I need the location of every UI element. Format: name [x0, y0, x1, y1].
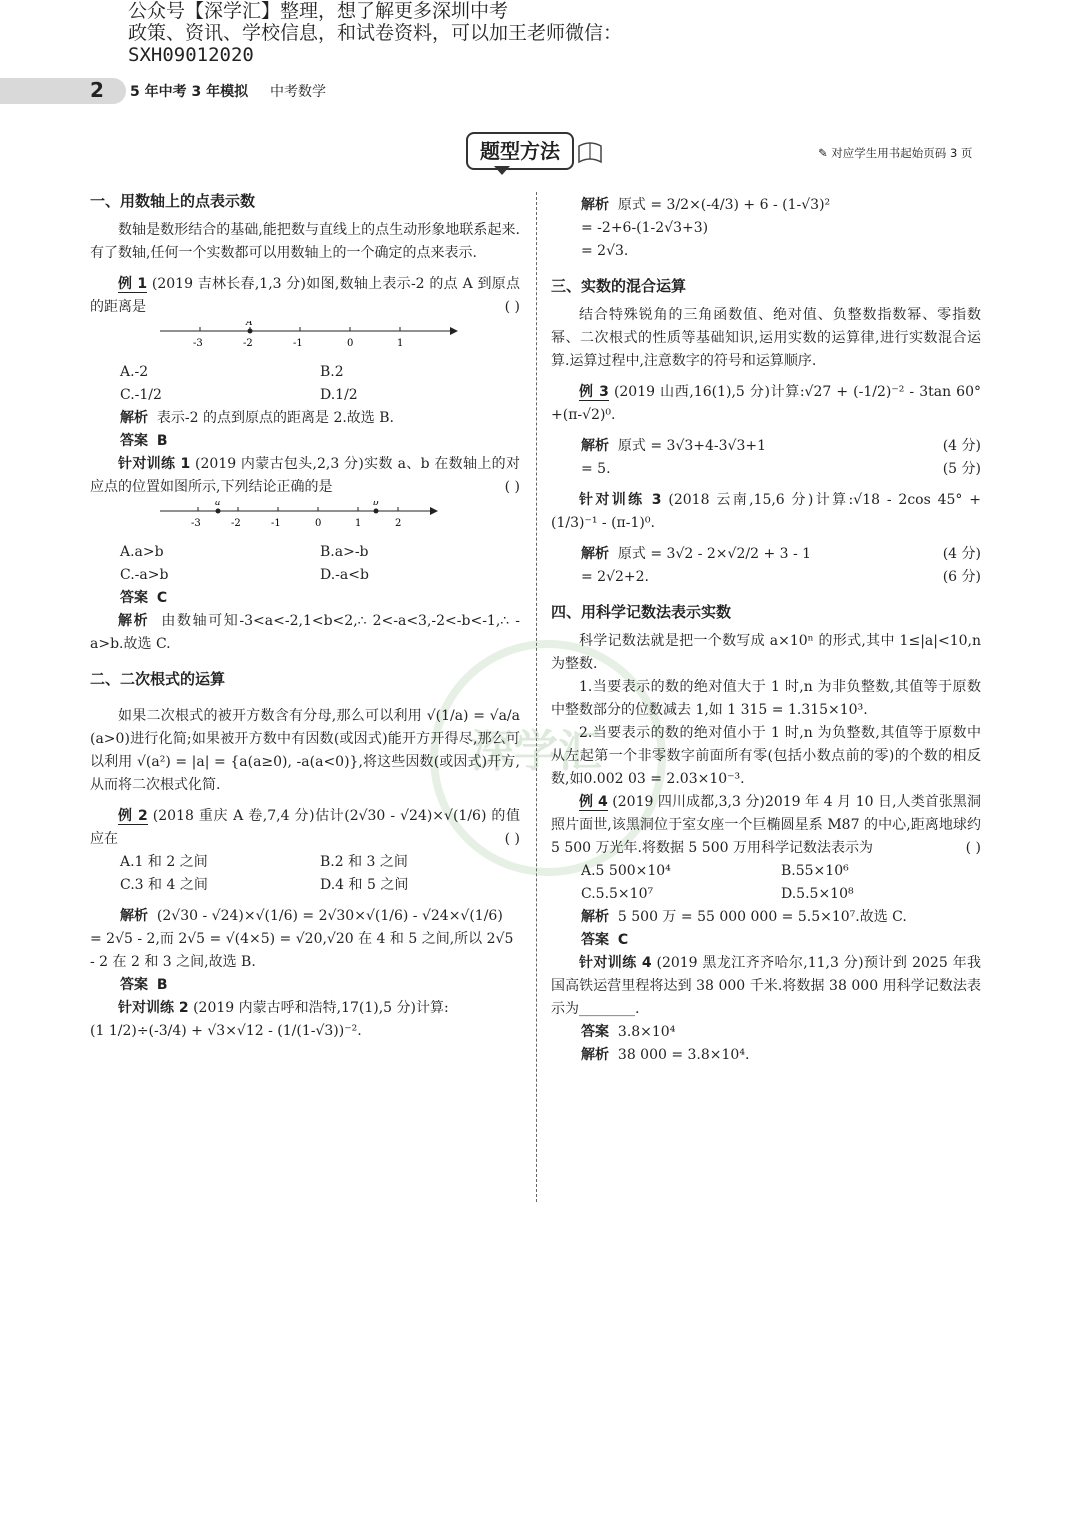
section-3-intro: 结合特殊锐角的三角函数值、绝对值、负整数指数幂、零指数幂、二次根式的性质等基础知识,运用实数的运算律,进行实数混合运算.运算过程中,注意数字的符号和运算顺序.	[551, 307, 981, 369]
edit-icon: ✎	[818, 146, 828, 160]
left-column	[90, 186, 520, 1043]
training-4-analysis: 解析 38 000 = 3.8×10⁴.	[581, 1047, 750, 1063]
training-4-answer: 答案 3.8×10⁴	[581, 1024, 676, 1040]
example-1-options-2	[90, 384, 520, 407]
example-4-answer: 答案 C	[581, 932, 629, 948]
training-2: 针对训练 2 (2019 内蒙古呼和浩特,17(1),5 分)计算:	[118, 1000, 449, 1016]
tick-label: 0	[315, 518, 322, 529]
section-heading-1: 一、用数轴上的点表示数	[90, 192, 256, 210]
promo-text	[128, 0, 622, 66]
option-c: C.-1/2	[120, 387, 162, 403]
point-a-marker	[248, 329, 253, 334]
training-4: 针对训练 4 (2019 黑龙江齐齐哈尔,11,3 分)预计到 2025 年我国高铁运营里程将达到 38 000 千米.将数据 38 000 用科学记数法表示为________.	[551, 955, 981, 1017]
example-2-options: A.1 和 2 之间 B.2 和 3 之间	[120, 854, 408, 870]
page-number-tab	[0, 78, 126, 104]
example-2-analysis: 解析 (2√30 - √24)×√(1/6) = 2√30×√(1/6) - √24×√(1/6)	[120, 908, 503, 924]
page-number: 2	[90, 78, 104, 102]
tick-label: -1	[293, 338, 303, 349]
section-heading-2: 二、二次根式的运算	[90, 670, 226, 688]
training-1: 针对训练 1 (2019 内蒙古包头,2,3 分)实数 a、b 在数轴上的对应点的位置如图所示,下列结论正确的是 ( )	[90, 456, 520, 495]
training-2-analysis-2: = -2+6-(1-2√3+3)	[581, 220, 709, 236]
training-1-options-2: C.-a>b D.-a<b	[120, 567, 369, 583]
section-4-rule-2: 2.当要表示的数的绝对值小于 1 时,n 为负整数,其值等于原数中从左起第一个非零数字前面所有零(包括小数点前的零)的个数的相反数,如0.002 03 = 2.03×10⁻³.	[551, 725, 981, 787]
option-b: B.2	[320, 364, 344, 380]
training-1-answer: 答案 C	[120, 590, 168, 606]
example-1-options	[90, 361, 520, 384]
tick-label: -3	[193, 338, 203, 349]
example-2-options-2: C.3 和 4 之间 D.4 和 5 之间	[120, 877, 409, 893]
section-1-intro: 数轴是数形结合的基础,能把数与直线上的点生动形象地联系起来.有了数轴,任何一个实数都可以用数轴上的一个确定的点来表示.	[90, 222, 520, 261]
book-title: 5 年中考 3 年模拟	[130, 84, 249, 100]
training-1-label: 针对训练 1	[118, 456, 191, 472]
number-line-2	[160, 501, 460, 531]
example-1-answer: 答案 B	[120, 433, 168, 449]
tick-label: 0	[347, 338, 354, 349]
training-2-analysis: 解析 原式 = 3/2×(-4/3) + 6 - (1-√3)²	[581, 197, 831, 213]
tick-label: -2	[243, 338, 253, 349]
point-b-label: b	[373, 501, 379, 508]
example-2-answer: 答案 B	[120, 977, 168, 993]
example-1-label: 例 1	[118, 276, 148, 292]
section-title: 题型方法	[466, 132, 574, 170]
training-3-analysis: 解析 原式 = 3√2 - 2×√2/2 + 3 - 1 (4 分)	[581, 546, 981, 562]
example-4-analysis: 解析 5 500 万 = 55 000 000 = 5.5×10⁷.故选 C.	[581, 909, 907, 925]
training-3-analysis-2: = 2√2+2. (6 分)	[581, 569, 981, 585]
tick-label: -1	[271, 518, 281, 529]
training-1-analysis: 解析 由数轴可知-3<a<-2,1<b<2,∴ 2<-a<3,-2<-b<-1,∴ -a>b.故选 C.	[90, 613, 520, 652]
section-heading-4: 四、用科学记数法表示实数	[551, 603, 732, 621]
watermark-text: 深学汇	[470, 726, 602, 777]
answer-blank: ( )	[504, 299, 520, 315]
option-a: A.-2	[120, 364, 149, 380]
right-column	[551, 186, 981, 1067]
training-1-options: A.a>b B.a>-b	[120, 544, 369, 560]
example-1-text: (2019 吉林长春,1,3 分)如图,数轴上表示-2 的点 A 到原点的距离是	[90, 276, 520, 315]
tick-label: 1	[355, 518, 362, 529]
example-3-analysis-2: = 5. (5 分)	[581, 461, 981, 477]
example-4-options: A.5 500×10⁴ B.55×10⁶	[581, 863, 849, 879]
example-3: 例 3 (2019 山西,16(1),5 分)计算:√27 + (-1/2)⁻² - 3tan 60°+(π-√2)⁰.	[551, 384, 981, 423]
subject-label: 中考数学	[270, 84, 326, 100]
section-4-rule-1: 1.当要表示的数的绝对值大于 1 时,n 为非负整数,其值等于原数中整数部分的位数减去 1,如 1 315 = 1.315×10³.	[551, 679, 981, 718]
column-divider	[536, 192, 537, 1202]
tick-label: -3	[191, 518, 201, 529]
training-2-expression: (1 1/2)÷(-3/4) + √3×√12 - (1/(1-√3))⁻².	[90, 1023, 362, 1039]
section-4-intro: 科学记数法就是把一个数写成 a×10ⁿ 的形式,其中 1≤|a|<10,n 为整数.	[551, 633, 981, 672]
example-1-analysis: 解析 表示-2 的点到原点的距离是 2.故选 B.	[120, 410, 394, 426]
tick-label: 1	[397, 338, 404, 349]
point-a-label: a	[215, 501, 221, 508]
number-line-1-ticks	[200, 327, 400, 331]
promo-line-2: 政策、资讯、学校信息，和试卷资料，可以加王老师微信：	[128, 22, 623, 44]
number-line-1	[160, 321, 460, 351]
example-2-analysis-cont: = 2√5 - 2,而 2√5 = √(4×5) = √20,√20 在 4 和 5 之间,所以 2√5 - 2 在 2 和 3 之间,故选 B.	[90, 931, 514, 970]
point-b-marker	[374, 509, 379, 514]
example-4: 例 4 (2019 四川成都,3,3 分)2019 年 4 月 10 日,人类首张黑洞照片面世,该黑洞位于室女座一个巨椭圆星系 M87 的中心,距离地球约 5 500 万光年.将数据 5 500 万用科学记数法表示为 ( )	[551, 794, 981, 856]
point-a-label: A	[246, 321, 253, 328]
promo-line-3: SXH09012020	[128, 44, 254, 66]
example-2: 例 2 (2018 重庆 A 卷,7,4 分)估计(2√30 - √24)×√(1/6) 的值应在 ( )	[90, 808, 521, 847]
tick-label: -2	[231, 518, 241, 529]
tick-label: 2	[395, 518, 402, 529]
page-header	[0, 78, 1080, 106]
title-callout-tail	[494, 166, 510, 175]
point-a-marker	[216, 509, 221, 514]
reference-note: ✎ 对应学生用书起始页码 3 页	[818, 146, 973, 160]
option-d: D.1/2	[320, 387, 358, 403]
section-2-intro: 如果二次根式的被开方数含有分母,那么可以利用 √(1/a) = √a/a (a>0)进行化简;如果被开方数中有因数(或因式)能开方开得尽,那么可以利用 √(a²) = |a| = {a(a≥0), -a(a<0)},将这些因数(或因式)开方,从而将二次根式化简.	[90, 708, 520, 793]
section-heading-3: 三、实数的混合运算	[551, 277, 687, 295]
example-1	[90, 273, 520, 319]
book-icon	[575, 138, 605, 168]
example-4-options-2: C.5.5×10⁷ D.5.5×10⁸	[581, 886, 854, 902]
training-3: 针对训练 3 (2018 云南,15,6 分)计算:√18 - 2cos 45° + (1/3)⁻¹ - (π-1)⁰.	[551, 492, 981, 531]
example-3-analysis: 解析 原式 = 3√3+4-3√3+1 (4 分)	[581, 438, 981, 454]
training-2-analysis-3: = 2√3.	[581, 243, 629, 259]
promo-line-1: 公众号【深学汇】整理，想了解更多深圳中考	[128, 0, 509, 22]
